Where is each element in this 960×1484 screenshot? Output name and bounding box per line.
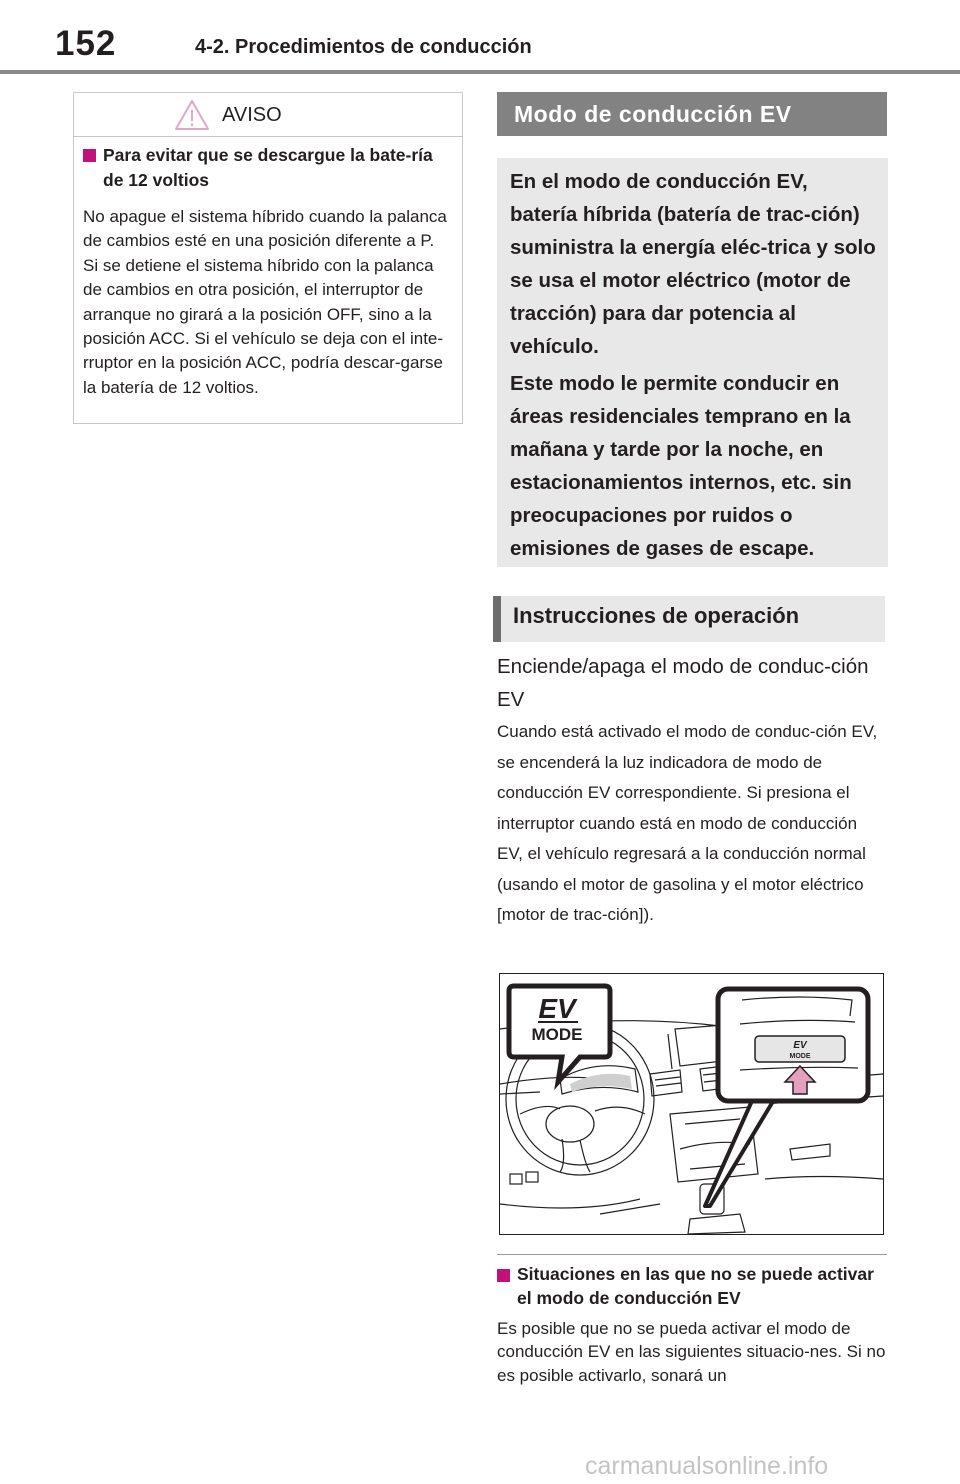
square-bullet-icon xyxy=(83,149,96,162)
dashboard-drawing xyxy=(500,974,883,1234)
instruction-step: Enciende/apaga el modo de conduc-ción EV xyxy=(497,655,869,711)
page-number: 152 xyxy=(55,24,117,63)
notice-title: AVISO xyxy=(222,104,282,126)
instructions-heading: Instrucciones de operación xyxy=(493,596,885,642)
notice-box xyxy=(73,92,463,424)
divider xyxy=(497,1254,887,1255)
notice-subheading-text: Para evitar que se descargue la bate-ría de 12 voltios xyxy=(103,145,433,190)
instruction-description: Cuando está activado el modo de conduc-ción EV, se encenderá la luz indicadora de modo de conducción EV correspondiente. Si presiona el interruptor cuando está en modo de conducción EV, el vehículo regresará a la conducción normal (usando el motor de gasolina y el motor eléctrico [motor de trac-ción]). xyxy=(497,722,878,924)
header-rule xyxy=(0,70,960,74)
ev-intro-paragraph-1: En el modo de conducción EV, batería híbrida (batería de trac-ción) suministra la energía eléc-trica y solo se usa el motor eléctrico (motor de tracción) para dar potencia al vehículo. xyxy=(510,170,876,358)
ev-intro-box xyxy=(497,158,888,567)
section-title: 4-2. Procedimientos de conducción xyxy=(195,36,532,58)
situations-body: Es posible que no se pueda activar el modo de conducción EV en las siguientes situacio-nes. Si no es posible activarlo, sonará un xyxy=(497,1319,886,1385)
ev-callout-right-label: EV xyxy=(793,1040,807,1051)
ev-callout-left-label: EV xyxy=(538,993,576,1024)
notice-header xyxy=(74,93,462,137)
warning-icon xyxy=(174,99,210,131)
square-bullet-icon xyxy=(497,1269,510,1282)
ev-mode-illustration xyxy=(499,973,884,1235)
ev-section-title: Modo de conducción EV xyxy=(497,92,887,136)
situations-subheading-text: Situaciones en las que no se puede activar el modo de conducción EV xyxy=(517,1264,874,1308)
notice-subheading xyxy=(83,143,448,193)
situations-subheading xyxy=(497,1263,887,1310)
watermark: carmanualsonline.info xyxy=(585,1452,829,1480)
notice-body-text: No apague el sistema híbrido cuando la palanca de cambios esté en una posición diferente a P. Si se detiene el sistema híbrido con la palanca de cambios en otra posición, el interruptor de arranque no girará a la posición OFF, sino a la posición ACC. Si el vehículo se deja con el inte-rruptor en la posición ACC, podría descar-garse la batería de 12 voltios. xyxy=(83,207,447,397)
ev-intro-paragraph-2: Este modo le permite conducir en áreas residenciales temprano en la mañana y tarde por la noche, en estacionamientos internos, etc. sin preocupaciones por ruidos o emisiones de gases de escape. xyxy=(510,372,852,560)
page-header xyxy=(0,0,960,76)
mode-callout-left-label: MODE xyxy=(531,1025,583,1044)
mode-callout-right-label: MODE xyxy=(789,1053,811,1060)
